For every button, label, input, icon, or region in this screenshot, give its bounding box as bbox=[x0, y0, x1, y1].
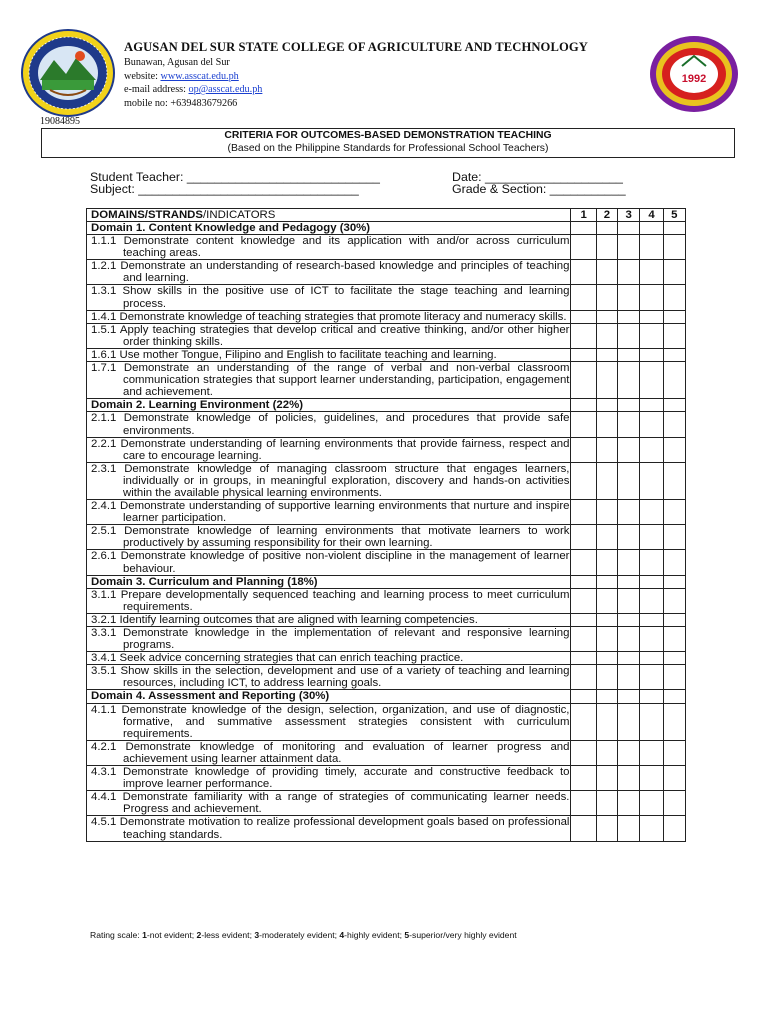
student-teacher-field[interactable]: Student Teacher: ____________________________ bbox=[90, 170, 380, 184]
domain-score-cell bbox=[618, 222, 640, 235]
rating-cell-2[interactable] bbox=[596, 665, 617, 690]
domain-score-cell bbox=[571, 222, 596, 235]
date-field[interactable]: Date: ____________________ bbox=[452, 170, 623, 184]
rating-scale-number: 3 bbox=[254, 930, 260, 940]
indicator-row bbox=[87, 588, 686, 613]
rating-cell-1[interactable] bbox=[571, 740, 596, 765]
indicator-text: 1.7.1 Demonstrate an understanding of the range of verbal and non-verbal classroom communication strategies that support learner understanding, participation, engagement and achievement. bbox=[87, 362, 571, 399]
domain-score-cell bbox=[618, 399, 640, 412]
indicator-row bbox=[87, 235, 686, 260]
rating-cell-1[interactable] bbox=[571, 235, 596, 260]
rating-cell-3[interactable] bbox=[618, 348, 640, 361]
rating-cell-5[interactable] bbox=[663, 437, 685, 462]
rating-cell-3[interactable] bbox=[618, 235, 640, 260]
rating-scale-label: Rating scale: bbox=[90, 930, 143, 940]
rating-cell-4[interactable] bbox=[640, 260, 663, 285]
rating-cell-2[interactable] bbox=[596, 235, 617, 260]
rating-cell-1[interactable] bbox=[571, 627, 596, 652]
rating-cell-3[interactable] bbox=[618, 652, 640, 665]
rating-scale-number: 2 bbox=[196, 930, 202, 940]
rating-cell-5[interactable] bbox=[663, 362, 685, 399]
rating-cell-2[interactable] bbox=[596, 323, 617, 348]
college-location: Bunawan, Agusan del Sur bbox=[124, 57, 230, 68]
rating-scale-number: 5 bbox=[404, 930, 410, 940]
rating-cell-1[interactable] bbox=[571, 652, 596, 665]
rating-cell-2[interactable] bbox=[596, 285, 617, 310]
domain-title: Domain 2. Learning Environment (22%) bbox=[87, 399, 571, 412]
rating-cell-3[interactable] bbox=[618, 613, 640, 626]
indicator-text: 3.1.1 Prepare developmentally sequenced teaching and learning process to meet curriculum requirements. bbox=[87, 588, 571, 613]
domain-row bbox=[87, 222, 686, 235]
rating-cell-2[interactable] bbox=[596, 652, 617, 665]
indicator-row bbox=[87, 462, 686, 499]
rating-cell-3[interactable] bbox=[618, 323, 640, 348]
indicator-row bbox=[87, 791, 686, 816]
rating-cell-5[interactable] bbox=[663, 235, 685, 260]
indicator-row bbox=[87, 550, 686, 575]
domain-score-cell bbox=[663, 222, 685, 235]
rating-cell-2[interactable] bbox=[596, 348, 617, 361]
rating-cell-2[interactable] bbox=[596, 310, 617, 323]
indicator-text: 4.4.1 Demonstrate familiarity with a range of strategies of communicating learner needs. Progress and achievement. bbox=[87, 791, 571, 816]
domain-score-cell bbox=[596, 399, 617, 412]
rating-cell-2[interactable] bbox=[596, 703, 617, 740]
rating-cell-1[interactable] bbox=[571, 703, 596, 740]
rating-cell-4[interactable] bbox=[640, 500, 663, 525]
rating-cell-5[interactable] bbox=[663, 665, 685, 690]
indicator-text: 4.5.1 Demonstrate motivation to realize professional development goals based on professional teaching standards. bbox=[87, 816, 571, 841]
domain-score-cell bbox=[663, 399, 685, 412]
rating-cell-3[interactable] bbox=[618, 437, 640, 462]
rating-cell-3[interactable] bbox=[618, 462, 640, 499]
indicator-text: 3.3.1 Demonstrate knowledge in the implementation of relevant and responsive learning programs. bbox=[87, 627, 571, 652]
rating-cell-1[interactable] bbox=[571, 766, 596, 791]
scale-header-5: 5 bbox=[663, 209, 685, 222]
rating-cell-4[interactable] bbox=[640, 310, 663, 323]
rating-cell-4[interactable] bbox=[640, 613, 663, 626]
table-header-row bbox=[87, 209, 686, 222]
domain-score-cell bbox=[640, 399, 663, 412]
domain-score-cell bbox=[618, 690, 640, 703]
indicator-text: 3.4.1 Seek advice concerning strategies that can enrich teaching practice. bbox=[87, 652, 571, 665]
rating-cell-2[interactable] bbox=[596, 437, 617, 462]
rating-cell-2[interactable] bbox=[596, 816, 617, 841]
rating-cell-4[interactable] bbox=[640, 323, 663, 348]
mobile-number: mobile no: +639483679266 bbox=[124, 97, 238, 109]
indicator-row bbox=[87, 652, 686, 665]
domains-header: DOMAINS/STRANDS/INDICATORS bbox=[87, 209, 571, 222]
indicator-text: 4.2.1 Demonstrate knowledge of monitoring and evaluation of learner progress and achievement using learner attainment data. bbox=[87, 740, 571, 765]
indicator-row bbox=[87, 437, 686, 462]
rating-cell-5[interactable] bbox=[663, 323, 685, 348]
indicator-text: 1.6.1 Use mother Tongue, Filipino and English to facilitate teaching and learning. bbox=[87, 348, 571, 361]
rating-cell-4[interactable] bbox=[640, 740, 663, 765]
domain-score-cell bbox=[571, 690, 596, 703]
rating-cell-5[interactable] bbox=[663, 703, 685, 740]
subject-field[interactable]: Subject: ________________________________ bbox=[90, 182, 359, 196]
college-seal-logo bbox=[20, 28, 116, 118]
rating-cell-1[interactable] bbox=[571, 525, 596, 550]
rating-scale-number: 1 bbox=[142, 930, 147, 940]
website-link[interactable]: www.asscat.edu.ph bbox=[160, 70, 239, 82]
rating-cell-4[interactable] bbox=[640, 550, 663, 575]
rating-cell-2[interactable] bbox=[596, 500, 617, 525]
rating-cell-3[interactable] bbox=[618, 627, 640, 652]
rating-cell-1[interactable] bbox=[571, 348, 596, 361]
rating-cell-5[interactable] bbox=[663, 766, 685, 791]
rating-cell-3[interactable] bbox=[618, 703, 640, 740]
rating-cell-1[interactable] bbox=[571, 816, 596, 841]
rating-cell-5[interactable] bbox=[663, 588, 685, 613]
rating-cell-4[interactable] bbox=[640, 285, 663, 310]
rating-cell-1[interactable] bbox=[571, 613, 596, 626]
domain-score-cell bbox=[663, 690, 685, 703]
domain-score-cell bbox=[571, 399, 596, 412]
email-label: e-mail address: bbox=[124, 84, 186, 95]
rating-cell-4[interactable] bbox=[640, 412, 663, 437]
rating-cell-1[interactable] bbox=[571, 550, 596, 575]
rating-cell-5[interactable] bbox=[663, 462, 685, 499]
rating-cell-1[interactable] bbox=[571, 323, 596, 348]
indicator-text: 3.5.1 Show skills in the selection, development and use of a variety of teaching and learning resources, including ICT, to address learning goals. bbox=[87, 665, 571, 690]
rating-cell-1[interactable] bbox=[571, 791, 596, 816]
rating-cell-2[interactable] bbox=[596, 462, 617, 499]
indicator-row bbox=[87, 627, 686, 652]
rating-cell-4[interactable] bbox=[640, 665, 663, 690]
rating-cell-4[interactable] bbox=[640, 766, 663, 791]
indicator-text: 2.1.1 Demonstrate knowledge of policies, guidelines, and procedures that provide safe environments. bbox=[87, 412, 571, 437]
rating-cell-4[interactable] bbox=[640, 588, 663, 613]
rating-cell-1[interactable] bbox=[571, 412, 596, 437]
rating-cell-3[interactable] bbox=[618, 791, 640, 816]
rating-cell-5[interactable] bbox=[663, 260, 685, 285]
indicator-text: 2.6.1 Demonstrate knowledge of positive non-violent discipline in the management of learner behaviour. bbox=[87, 550, 571, 575]
indicator-row bbox=[87, 260, 686, 285]
indicator-row bbox=[87, 412, 686, 437]
rating-cell-2[interactable] bbox=[596, 740, 617, 765]
email-line bbox=[124, 83, 262, 97]
indicator-row bbox=[87, 766, 686, 791]
domain-score-cell bbox=[618, 575, 640, 588]
domain-title: Domain 1. Content Knowledge and Pedagogy (30%) bbox=[87, 222, 571, 235]
indicator-row bbox=[87, 816, 686, 841]
indicator-text: 2.2.1 Demonstrate understanding of learning environments that provide fairness, respect and care to encourage learning. bbox=[87, 437, 571, 462]
domain-score-cell bbox=[640, 575, 663, 588]
document-number: 19084895 bbox=[40, 116, 80, 127]
rating-cell-2[interactable] bbox=[596, 412, 617, 437]
rating-cell-3[interactable] bbox=[618, 362, 640, 399]
rating-scale-description: -superior/very highly evident bbox=[409, 930, 517, 940]
rating-cell-1[interactable] bbox=[571, 437, 596, 462]
domain-score-cell bbox=[640, 222, 663, 235]
indicator-text: 1.4.1 Demonstrate knowledge of teaching strategies that promote literacy and numeracy skills. bbox=[87, 310, 571, 323]
rating-cell-4[interactable] bbox=[640, 525, 663, 550]
rating-cell-4[interactable] bbox=[640, 816, 663, 841]
rating-cell-2[interactable] bbox=[596, 362, 617, 399]
rating-cell-5[interactable] bbox=[663, 285, 685, 310]
indicator-text: 2.3.1 Demonstrate knowledge of managing classroom structure that engages learners, individually or in groups, in meaningful exploration, discovery and hands-on activities within the available physical learning environments. bbox=[87, 462, 571, 499]
rating-scale-number: 4 bbox=[339, 930, 345, 940]
rating-cell-1[interactable] bbox=[571, 665, 596, 690]
indicator-text: 4.3.1 Demonstrate knowledge of providing timely, accurate and constructive feedback to improve learner performance. bbox=[87, 766, 571, 791]
indicator-row bbox=[87, 740, 686, 765]
rating-cell-4[interactable] bbox=[640, 437, 663, 462]
rating-cell-5[interactable] bbox=[663, 550, 685, 575]
domain-score-cell bbox=[663, 575, 685, 588]
rating-cell-1[interactable] bbox=[571, 285, 596, 310]
rating-cell-1[interactable] bbox=[571, 588, 596, 613]
rating-cell-2[interactable] bbox=[596, 525, 617, 550]
rating-cell-1[interactable] bbox=[571, 260, 596, 285]
domain-score-cell bbox=[571, 575, 596, 588]
rating-cell-5[interactable] bbox=[663, 816, 685, 841]
indicator-text: 1.5.1 Apply teaching strategies that develop critical and creative thinking, and/or other higher order thinking skills. bbox=[87, 323, 571, 348]
rating-cell-4[interactable] bbox=[640, 627, 663, 652]
anniversary-seal-logo bbox=[648, 34, 740, 114]
grade-section-field[interactable]: Grade & Section: ___________ bbox=[452, 182, 626, 196]
indicator-text: 1.1.1 Demonstrate content knowledge and its application with and/or across curriculum teaching areas. bbox=[87, 235, 571, 260]
rating-cell-3[interactable] bbox=[618, 525, 640, 550]
college-contact-block bbox=[124, 56, 262, 110]
rating-cell-4[interactable] bbox=[640, 462, 663, 499]
rating-cell-5[interactable] bbox=[663, 310, 685, 323]
rating-cell-5[interactable] bbox=[663, 740, 685, 765]
rating-cell-1[interactable] bbox=[571, 362, 596, 399]
criteria-table bbox=[86, 208, 686, 842]
indicator-row bbox=[87, 323, 686, 348]
document-subtitle: (Based on the Philippine Standards for Professional School Teachers) bbox=[227, 143, 549, 154]
domain-score-cell bbox=[596, 690, 617, 703]
indicator-row bbox=[87, 613, 686, 626]
rating-cell-5[interactable] bbox=[663, 613, 685, 626]
indicator-text: 1.3.1 Show skills in the positive use of ICT to facilitate the stage teaching and learning process. bbox=[87, 285, 571, 310]
indicator-text: 4.1.1 Demonstrate knowledge of the design, selection, organization, and use of diagnostic, formative, and summative assessment strategies consistent with curriculum requirements. bbox=[87, 703, 571, 740]
rating-cell-3[interactable] bbox=[618, 550, 640, 575]
indicator-row bbox=[87, 362, 686, 399]
indicator-row bbox=[87, 703, 686, 740]
rating-cell-3[interactable] bbox=[618, 766, 640, 791]
rating-cell-1[interactable] bbox=[571, 500, 596, 525]
scale-header-1: 1 bbox=[571, 209, 596, 222]
college-name: AGUSAN DEL SUR STATE COLLEGE OF AGRICULTURE AND TECHNOLOGY bbox=[124, 40, 588, 54]
domain-title: Domain 3. Curriculum and Planning (18%) bbox=[87, 575, 571, 588]
indicator-text: 2.5.1 Demonstrate knowledge of learning environments that motivate learners to work productively by assuming responsibility for their own learning. bbox=[87, 525, 571, 550]
document-title: CRITERIA FOR OUTCOMES-BASED DEMONSTRATION TEACHING bbox=[224, 130, 552, 141]
rating-cell-4[interactable] bbox=[640, 348, 663, 361]
email-link[interactable]: op@asscat.edu.ph bbox=[188, 84, 263, 95]
indicator-row bbox=[87, 285, 686, 310]
domain-score-cell bbox=[596, 575, 617, 588]
indicator-text: 1.2.1 Demonstrate an understanding of research-based knowledge and principles of teaching and learning. bbox=[87, 260, 571, 285]
rating-scale-legend bbox=[90, 930, 517, 940]
indicator-row bbox=[87, 500, 686, 525]
rating-cell-2[interactable] bbox=[596, 627, 617, 652]
indicator-row bbox=[87, 310, 686, 323]
rating-cell-5[interactable] bbox=[663, 525, 685, 550]
rating-cell-3[interactable] bbox=[618, 412, 640, 437]
rating-cell-3[interactable] bbox=[618, 260, 640, 285]
domain-score-cell bbox=[640, 690, 663, 703]
rating-cell-3[interactable] bbox=[618, 500, 640, 525]
rating-cell-3[interactable] bbox=[618, 740, 640, 765]
rating-scale-description: -less evident; bbox=[201, 930, 255, 940]
rating-scale-description: -moderately evident; bbox=[259, 930, 340, 940]
rating-cell-2[interactable] bbox=[596, 766, 617, 791]
rating-cell-1[interactable] bbox=[571, 462, 596, 499]
rating-cell-2[interactable] bbox=[596, 613, 617, 626]
rating-cell-2[interactable] bbox=[596, 791, 617, 816]
seal-year: 1992 bbox=[681, 73, 707, 85]
letterhead bbox=[0, 0, 768, 118]
rating-cell-5[interactable] bbox=[663, 652, 685, 665]
indicator-row bbox=[87, 665, 686, 690]
rating-cell-5[interactable] bbox=[663, 627, 685, 652]
rating-cell-4[interactable] bbox=[640, 703, 663, 740]
rating-cell-3[interactable] bbox=[618, 816, 640, 841]
website-label: website: bbox=[124, 70, 158, 82]
rating-cell-4[interactable] bbox=[640, 362, 663, 399]
indicator-text: 2.4.1 Demonstrate understanding of supportive learning environments that nurture and inspire learner participation. bbox=[87, 500, 571, 525]
scale-header-2: 2 bbox=[596, 209, 617, 222]
indicator-row bbox=[87, 525, 686, 550]
website-line bbox=[124, 70, 262, 84]
rating-cell-2[interactable] bbox=[596, 260, 617, 285]
rating-cell-2[interactable] bbox=[596, 550, 617, 575]
rating-scale-description: -not evident; bbox=[146, 930, 197, 940]
rating-cell-3[interactable] bbox=[618, 588, 640, 613]
rating-cell-3[interactable] bbox=[618, 665, 640, 690]
rating-cell-4[interactable] bbox=[640, 235, 663, 260]
rating-cell-5[interactable] bbox=[663, 412, 685, 437]
rating-cell-4[interactable] bbox=[640, 791, 663, 816]
scale-header-3: 3 bbox=[618, 209, 640, 222]
scale-header-4: 4 bbox=[640, 209, 663, 222]
rating-scale-description: -highly evident; bbox=[344, 930, 405, 940]
rating-cell-3[interactable] bbox=[618, 285, 640, 310]
document-title-box bbox=[41, 128, 735, 158]
rating-cell-5[interactable] bbox=[663, 500, 685, 525]
rating-cell-1[interactable] bbox=[571, 310, 596, 323]
domain-row bbox=[87, 690, 686, 703]
domain-row bbox=[87, 575, 686, 588]
rating-cell-3[interactable] bbox=[618, 310, 640, 323]
rating-cell-5[interactable] bbox=[663, 791, 685, 816]
rating-cell-5[interactable] bbox=[663, 348, 685, 361]
indicator-row bbox=[87, 348, 686, 361]
domain-title: Domain 4. Assessment and Reporting (30%) bbox=[87, 690, 571, 703]
indicator-text: 3.2.1 Identify learning outcomes that are aligned with learning competencies. bbox=[87, 613, 571, 626]
rating-cell-4[interactable] bbox=[640, 652, 663, 665]
domain-row bbox=[87, 399, 686, 412]
rating-cell-2[interactable] bbox=[596, 588, 617, 613]
domain-score-cell bbox=[596, 222, 617, 235]
